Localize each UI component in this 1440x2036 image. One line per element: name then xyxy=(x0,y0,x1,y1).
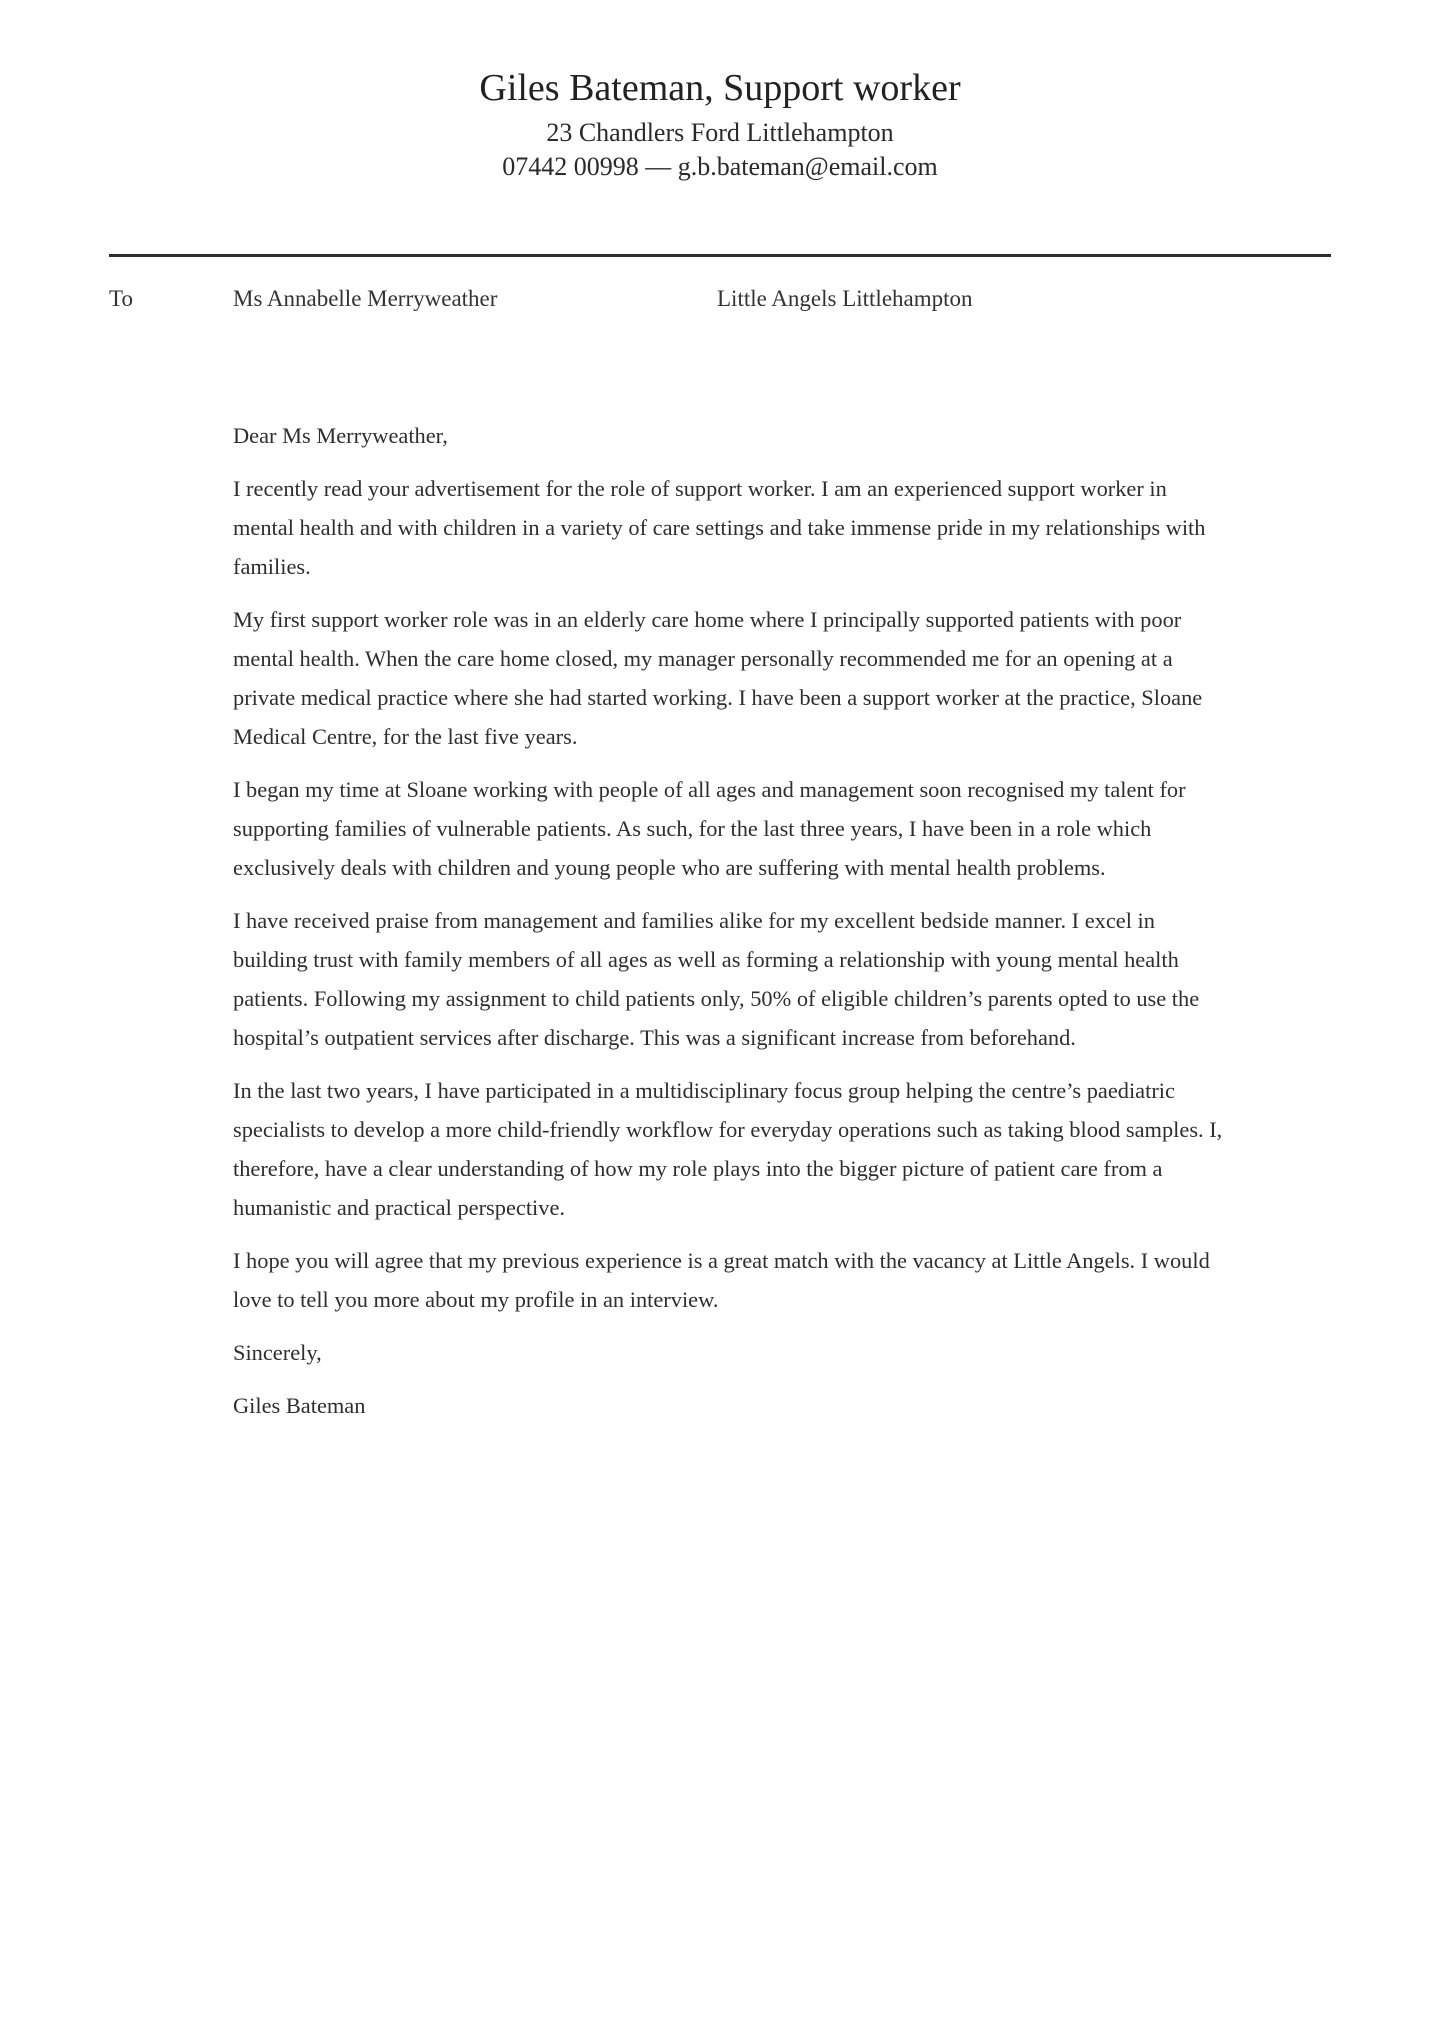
sender-contact: 07442 00998 — g.b.bateman@email.com xyxy=(502,152,938,181)
paragraph: I have received praise from management and families alike for my excellent bedside manner. I excel in building trust with family members of all ages as well as forming a relationship with young mental health patients. Following my assignment to child patients only, 50% of eligible children’s parents opted to use the hospital’s outpatient services after discharge. This was a significant increase from beforehand. xyxy=(233,908,1200,1050)
paragraph: In the last two years, I have participated in a multidisciplinary focus group helping the centre’s paediatric specialists to develop a more child-friendly workflow for everyday operations such as taking blood samples. I, therefore, have a clear understanding of how my role plays into the bigger picture of patient care from a humanistic and practical perspective. xyxy=(233,1078,1223,1220)
paragraph: I hope you will agree that my previous experience is a great match with the vacancy at Little Angels. I would love to tell you more about my profile in an interview. xyxy=(233,1248,1210,1312)
letter-header xyxy=(0,60,1440,184)
signature: Giles Bateman xyxy=(233,1393,366,1418)
recipient-name: Ms Annabelle Merryweather xyxy=(233,286,498,311)
letter-body xyxy=(233,416,1225,1439)
salutation: Dear Ms Merryweather, xyxy=(233,423,448,448)
recipient-row xyxy=(0,283,1440,315)
paragraph: My first support worker role was in an elderly care home where I principally supported patients with poor mental health. When the care home closed, my manager personally recommended me for an opening at a private medical practice where she had started working. I have been a support worker at the practice, Sloane Medical Centre, for the last five years. xyxy=(233,607,1203,749)
closing: Sincerely, xyxy=(233,1340,322,1365)
header-divider xyxy=(109,254,1331,257)
recipient-label: To xyxy=(109,286,133,311)
paragraph: I began my time at Sloane working with people of all ages and management soon recognised my talent for supporting families of vulnerable patients. As such, for the last three years, I have been in a role which exclusively deals with children and young people who are suffering with mental health problems. xyxy=(233,777,1186,880)
sender-address: 23 Chandlers Ford Littlehampton xyxy=(546,118,894,147)
paragraph: I recently read your advertisement for the role of support worker. I am an experienced support worker in mental health and with children in a variety of care settings and take immense pride in my relationships with families. xyxy=(233,476,1206,579)
sender-name-title: Giles Bateman, Support worker xyxy=(479,67,961,109)
recipient-company: Little Angels Littlehampton xyxy=(717,286,973,311)
